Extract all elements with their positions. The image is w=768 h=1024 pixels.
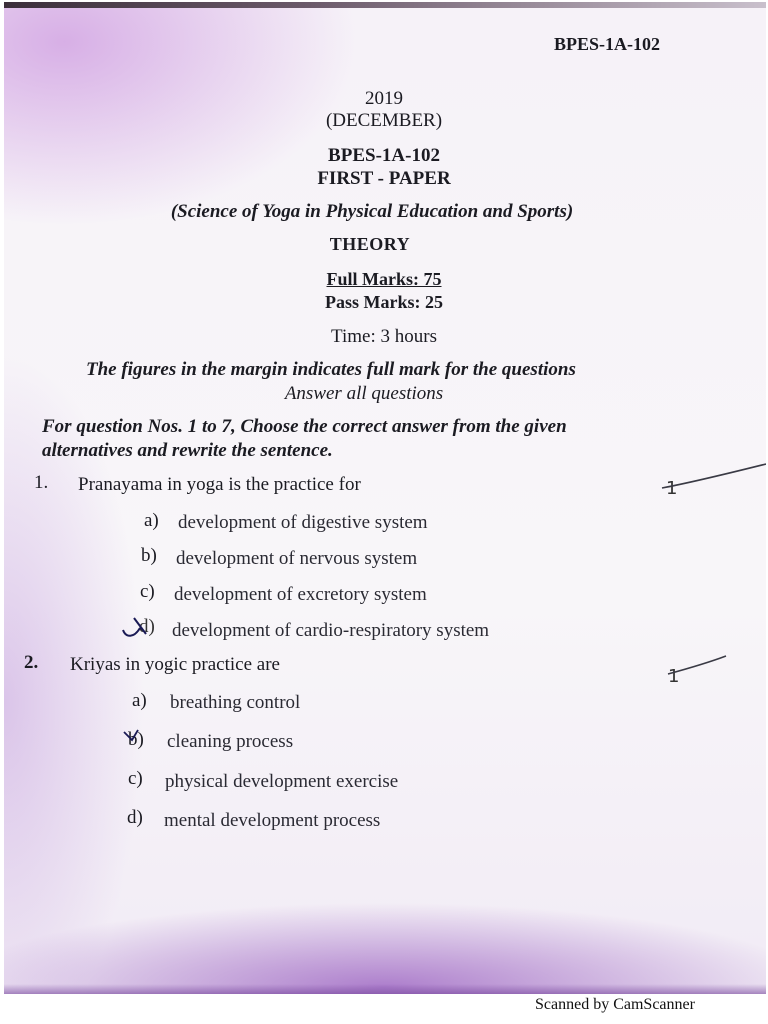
question-number: 2. xyxy=(24,652,39,673)
margin-tick-mark-icon xyxy=(664,652,744,692)
option-label: b) xyxy=(128,729,144,750)
margin-note: The figures in the margin indicates full mark for the questions xyxy=(86,359,576,380)
option-label: a) xyxy=(144,510,159,531)
option-text: cleaning process xyxy=(167,731,294,752)
exam-time: Time: 3 hours xyxy=(331,326,437,347)
question-mark: 1 xyxy=(668,666,680,687)
option-text: development of cardio-respiratory system xyxy=(172,620,490,641)
answer-tick-mark-icon xyxy=(120,614,160,644)
option-label: b) xyxy=(141,545,157,566)
question-text: Pranayama in yoga is the practice for xyxy=(78,474,361,495)
option-label: d) xyxy=(139,616,155,637)
paper-code-top: BPES-1A-102 xyxy=(554,34,661,54)
option-text: development of excretory system xyxy=(174,584,427,605)
instruction-line-1: For question Nos. 1 to 7, Choose the correct answer from the given xyxy=(42,416,567,437)
option-label: a) xyxy=(132,690,147,711)
full-marks: Full Marks: 75 xyxy=(326,269,442,289)
question-mark: 1 xyxy=(666,478,678,499)
question-text: Kriyas in yogic practice are xyxy=(70,654,280,675)
paper-code: BPES-1A-102 xyxy=(328,145,440,166)
paper-subject: (Science of Yoga in Physical Education and Sports) xyxy=(170,201,574,222)
pass-marks: Pass Marks: 25 xyxy=(325,292,443,312)
exam-paper-sheet xyxy=(4,2,766,994)
answer-all-note: Answer all questions xyxy=(284,383,444,404)
option-text: physical development exercise xyxy=(165,771,399,792)
instruction-line-2: alternatives and rewrite the sentence. xyxy=(42,440,333,461)
option-text: development of nervous system xyxy=(176,548,418,569)
option-label: c) xyxy=(140,581,155,602)
answer-tick-mark-icon xyxy=(122,726,152,752)
exam-month: (DECEMBER) xyxy=(325,110,443,131)
option-text: development of digestive system xyxy=(178,512,428,533)
option-text: breathing control xyxy=(170,692,301,713)
option-text: mental development process xyxy=(164,810,381,831)
option-label: d) xyxy=(127,807,143,828)
scanner-watermark: Scanned by CamScanner xyxy=(535,996,695,1013)
option-label: c) xyxy=(128,768,143,789)
exam-year: 2019 xyxy=(365,88,403,109)
paper-title: FIRST - PAPER xyxy=(317,168,451,189)
margin-tick-mark-icon xyxy=(654,454,766,504)
question-number: 1. xyxy=(34,472,49,493)
section-title: THEORY xyxy=(329,234,411,254)
